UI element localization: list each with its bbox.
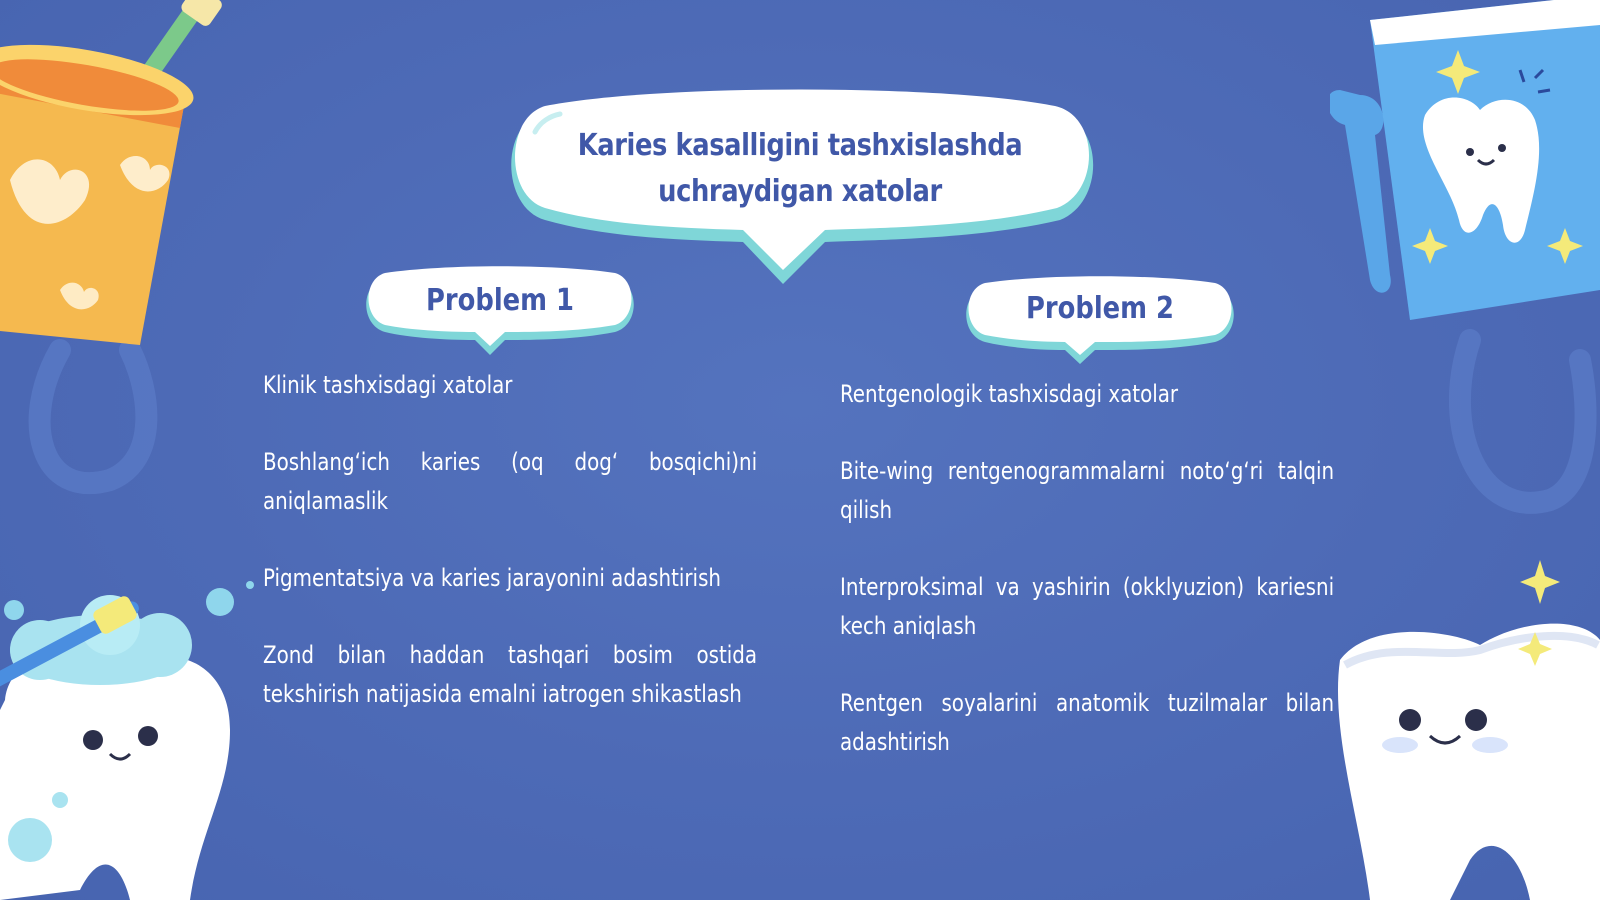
problem-1-item: Boshlang‘ich karies (oq dog‘ bosqichi)ni aniqlamaslik (263, 448, 758, 515)
background-squiggle-left (0, 330, 170, 530)
tooth-mug-illustration (1330, 0, 1600, 330)
problem-2-item: Interproksimal va yashirin (okklyuzion) kariesni kech aniqlash (840, 573, 1335, 640)
problem-1-list (263, 366, 758, 752)
background-squiggle-right (1440, 320, 1600, 540)
problem-2-heading: Problem 2 (1025, 291, 1174, 326)
problem-1-item: Klinik tashxisdagi xatolar (263, 371, 513, 399)
problem-2-item: Rentgen soyalarini anatomik tuzilmalar bilan adashtirish (840, 689, 1335, 756)
problem-2-list (840, 375, 1335, 800)
cup-with-toothbrush-illustration (0, 0, 250, 360)
tooth-brushing-illustration (0, 590, 240, 900)
sparkle-icon (1520, 560, 1560, 604)
slide-title: Karies kasalligini tashxislashda uchraydigan xatolar (577, 128, 1023, 209)
smiling-tooth-illustration (1330, 620, 1600, 900)
problem-2-item: Rentgenologik tashxisdagi xatolar (840, 380, 1179, 408)
problem-1-heading: Problem 1 (425, 283, 574, 318)
problem-1-item: Pigmentatsiya va karies jarayonini adashtirish (263, 564, 722, 592)
problem-2-item: Bite-wing rentgenogrammalarni noto‘g‘ri talqin qilish (840, 457, 1335, 524)
problem-1-item: Zond bilan haddan tashqari bosim ostida tekshirish natijasida emalni iatrogen shikastlash (263, 641, 758, 708)
